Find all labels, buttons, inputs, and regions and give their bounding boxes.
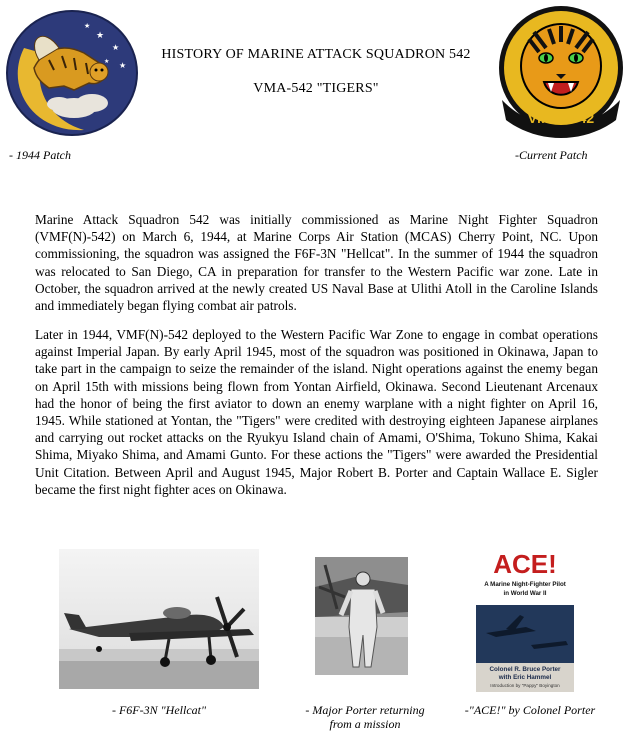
hellcat-caption: - F6F-3N "Hellcat" (111, 703, 207, 717)
page-subtitle: VMA-542 "TIGERS" (253, 81, 379, 96)
book-subtitle-1: A Marine Night-Fighter Pilot (484, 581, 566, 588)
book-author-2: with Eric Hammel (498, 674, 552, 681)
hellcat-photo (59, 549, 259, 689)
porter-caption-line1: - Major Porter returning (305, 703, 425, 717)
major-porter-photo (315, 557, 408, 675)
book-subtitle-2: in World War II (503, 590, 547, 597)
svg-text:★: ★ (112, 43, 120, 52)
right-patch-caption: -Current Patch (515, 148, 588, 162)
left-patch-caption: - 1944 Patch (9, 148, 71, 162)
book-intro: Introduction by "Pappy" Boyington (490, 683, 560, 688)
page-title: HISTORY OF MARINE ATTACK SQUADRON 542 (161, 47, 471, 62)
book-author-1: Colonel R. Bruce Porter (489, 666, 561, 673)
book-title: ACE! (493, 549, 557, 579)
1944-patch-image (4, 8, 140, 138)
book-caption: -"ACE!" by Colonel Porter (464, 703, 596, 717)
patch-banner-text: VMA - 542 (527, 110, 595, 126)
history-paragraph-1: Marine Attack Squadron 542 was initially commissioned as Marine Night Fighter Squadron (VMF(N)-542) on March 6, 1944, at Marine Corps Air Station (MCAS) Cherry Point, NC. Upon commissioning, the squadron was assigned the F6F-3N "Hellcat". In the summer of 1944 the squadron was relocated to San Diego, CA in preparation for transfer to the Western Pacific war zone. Late in October, the squadron arrived at the newly created US Naval Base at Ulithi Atoll in the Caroline Islands and immediately began flying combat air patrols. (35, 212, 598, 314)
porter-caption-line2: from a mission (329, 717, 401, 731)
svg-text:★: ★ (96, 30, 105, 40)
svg-text:★: ★ (84, 22, 91, 30)
current-patch-image (494, 4, 628, 138)
history-paragraph-2: Later in 1944, VMF(N)-542 deployed to the Western Pacific War Zone to engage in combat operations against Imperial Japan. By early April 1945, most of the squadron was positioned in Okinawa, Japan to take part in the campaign to seize the remainder of the island. Night operations against the enemy began on April 15th with missions being flown from Yontan Airfield, Okinawa. Second Lieutenant Arcenaux had the honor of being the first aviator to down an enemy warplane with a night fighter on April 16, 1945. While stationed at Yontan, the "Tigers" were credited with destroying eighteen Japanese airplanes and carrying out rocket attacks on the Ryukyu Island chain of Amami, O'Shima, Tokuno Shima, Kakai Shima, Miyako Shima, and Amami Gunto. For these actions the "Tigers" were awarded the Presidential Unit Citation. Between April and August 1945, Major Robert B. Porter and Captain Wallace E. Sigler became the first night fighter aces on Okinawa. (35, 327, 598, 497)
ace-book-cover (476, 545, 574, 692)
svg-text:★: ★ (119, 61, 127, 70)
svg-text:★: ★ (104, 59, 110, 65)
porter-caption (290, 703, 440, 731)
